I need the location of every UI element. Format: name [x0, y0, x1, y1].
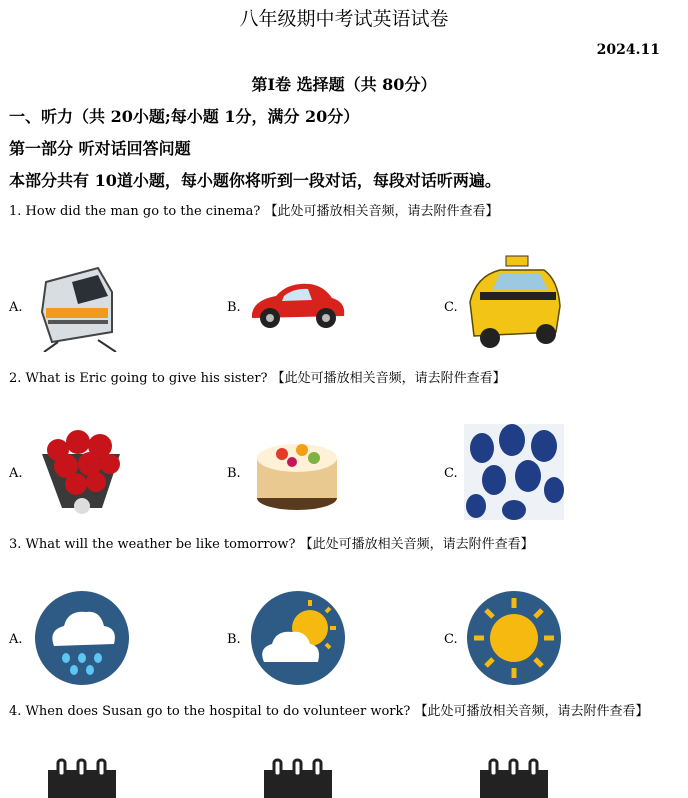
- exam-title: 八年级期中考试英语试卷: [239, 8, 449, 30]
- q1-option-c-label[interactable]: C.: [444, 300, 458, 315]
- cake-icon: [252, 428, 342, 512]
- exam-date: 2024.11: [596, 42, 660, 58]
- q2-option-b-label[interactable]: B.: [227, 466, 241, 481]
- question-1: 1. How did the man go to the cinema? 【此处可播放相关音频，请去附件查看】: [9, 204, 499, 219]
- question-4: 4. When does Susan go to the hospital to do volunteer work? 【此处可播放相关音频，请去附件查看】: [9, 704, 649, 719]
- flowers-icon: [32, 424, 130, 520]
- q3-option-a-label[interactable]: A.: [9, 632, 23, 647]
- question-2: 2. What is Eric going to give his sister? 【此处可播放相关音频，请去附件查看】: [9, 371, 506, 386]
- calendar-icon: [262, 758, 334, 798]
- q3-option-b-label[interactable]: B.: [227, 632, 241, 647]
- balloons-icon: [464, 424, 564, 520]
- rain-icon: [34, 590, 130, 686]
- calendar-icon: [478, 758, 550, 798]
- section-title: 第Ⅰ卷 选择题（共 80分）: [251, 75, 437, 94]
- sunny-icon: [466, 590, 562, 686]
- q2-option-a-label[interactable]: A.: [9, 466, 23, 481]
- train-icon: [38, 262, 118, 352]
- part-title: 一、听力（共 20小题;每小题 1分，满分 20分）: [9, 107, 360, 126]
- q1-option-a-label[interactable]: A.: [9, 300, 23, 315]
- calendar-icon: [46, 758, 118, 798]
- car-icon: [248, 280, 348, 332]
- q1-option-b-label[interactable]: B.: [227, 300, 241, 315]
- instruction: 本部分共有 10道小题，每小题你将听到一段对话，每段对话听两遍。: [9, 171, 501, 190]
- question-3: 3. What will the weather be like tomorrow? 【此处可播放相关音频，请去附件查看】: [9, 537, 534, 552]
- subpart-title: 第一部分 听对话回答问题: [9, 139, 191, 158]
- partly-cloudy-icon: [250, 590, 346, 686]
- q2-option-c-label[interactable]: C.: [444, 466, 458, 481]
- taxi-icon: [460, 252, 566, 352]
- q3-option-c-label[interactable]: C.: [444, 632, 458, 647]
